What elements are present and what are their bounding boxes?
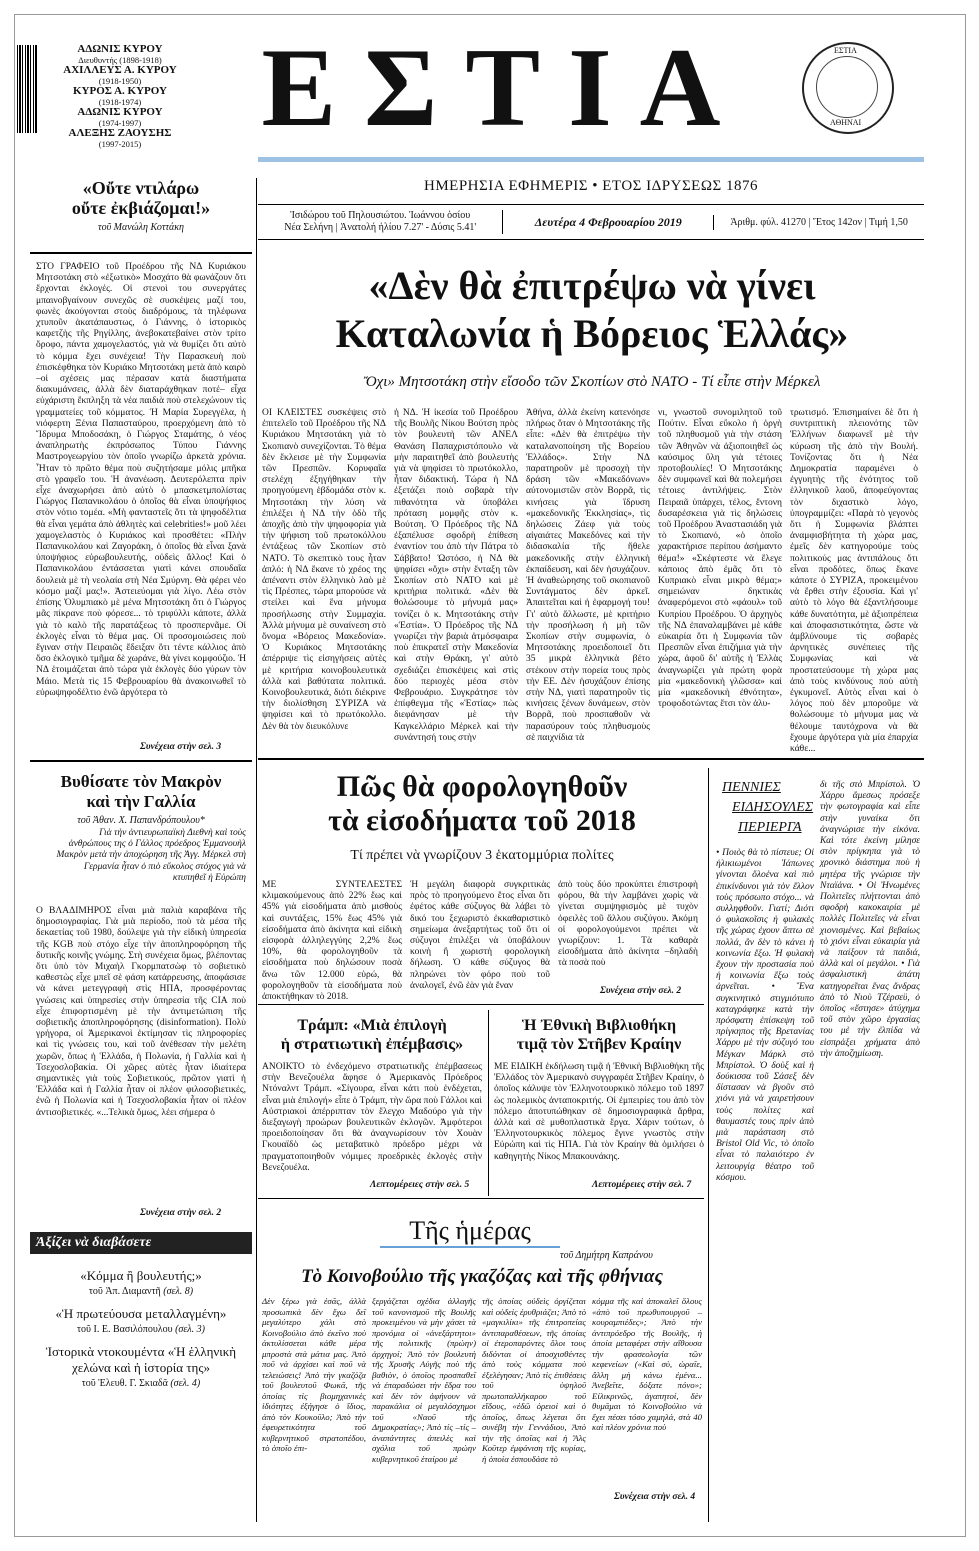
taxes-col-1: ΜΕ ΣΥΝΤΕΛΕΣΤΕΣ κλιμακούμενους ἀπὸ 22% ἕως καὶ 45% γιὰ εἰσοδήματα ἀπὸ μισθοὺς καὶ συντάξεις, 15% ἕως 45% γιὰ εἰσοδήματα ἀπὸ ἀκίνητα καὶ εἰδικὴ εἰσφορὰ ἀλληλεγγύης 2,2% ἕως 10%, θὰ φορολογηθοῦν τὰ εἰσοδήματα ποὺ δηλώσουν ποσὰ ἄνω τῶν 12.000 εὐρώ, θὰ φορολογηθοῦν τὰ εἰσοδήματα ποὺ ἀποκτήθηκαν τὸ 2018. bbox=[262, 880, 402, 1003]
day-continued: Συνέχεια στὴν σελ. 4 bbox=[614, 1492, 696, 1502]
opinion-title-1: «Οὔτε ντιλάρω οὔτε ἐκβιάζομαι!» bbox=[71, 178, 211, 218]
to-read-header: Ἀξίζει νὰ διαβάσετε bbox=[30, 1232, 252, 1254]
founder-1: ΑΔΩΝΙΣ ΚΥΡΟΥ Διευθυντής (1898-1918) bbox=[77, 43, 163, 65]
seal-logo: ΕΣΤΙΑ ΑΘΗΝΑΙ bbox=[802, 42, 894, 134]
founder-2: ΑΧΙΛΛΕΥΣ Α. ΚΥΡΟΥ (1918-1950) bbox=[63, 64, 177, 86]
trump-headline: Τράμπ: «Μιὰ ἐπιλογὴ ἡ στρατιωτικὴ ἐπέμβασις» bbox=[280, 1017, 464, 1053]
opinion-byline-1: τοῦ Μανώλη Κοττάκη bbox=[97, 222, 184, 233]
lead-col-1: ΟΙ ΚΛΕΙΣΤΕΣ συσκέψεις στὸ ἐπιτελεῖο τοῦ Προέδρου τῆς ΝΔ Κυριάκου Μητσοτάκη γιὰ τὸ Σκοπιανὸ συνεχίζονται. Τὸ θέμα δὲν ἔκλεισε μὲ τὴν Συμφωνία τῶν Πρεσπῶν. Κορυφαῖα στελέχη ἐξηγήθηκαν τὴν προηγούμενη ἑβδομάδα στὸν κ. Μητσοτάκη τὴν λύση νὰ ἐπιλέξει ἡ ΝΔ τὴν ὁδὸ τῆς ἀποχῆς ἀπὸ τὴν ψηφοφορία γιὰ τὴν ψήφιση τοῦ πρωτοκόλλου ἐντάξεως τῶν Σκοπίων στὸ ΝΑΤΟ. Τὸ σκεπτικὸ τους ἦταν ἁπλό: ἡ ΝΔ ἔκανε τὸ χρέος της ἀπέναντι στὸν ἑλληνικὸ λαὸ μὲ τὶς Πρέσπες, τώρα μπορούσε νὰ στείλει καὶ ἕνα μήνυμα προσήλωσης στὴν Συμμαχία. Ἀλλὰ μήνυμα μὲ συναίνεση στὸ ὄνομα «Βόρειος Μακεδονία». Ὁ Κυριάκος Μητσοτάκης ἀπέρριψε τὶς εἰσηγήσεις αὐτὲς μὲ κριτήρια κοινοβουλευτικὰ ἀλλὰ καὶ βαθύτατα πολιτικά. Κοινοβουλευτικά, διότι διέκρινε τὴν διολίσθηση ΣΥΡΙΖΑ νὰ ψηφίσει καὶ τὸ πρωτόκολλο. Δὲν θὰ τὸν διευκόλυνε bbox=[262, 408, 386, 732]
opinion-title-2: Βυθίσατε τὸν Μακρὸν καὶ τὴν Γαλλία bbox=[60, 772, 222, 811]
lead-col-2: ἡ ΝΔ. Ἡ ἱκεσία τοῦ Προέδρου τῆς Βουλῆς Νίκου Βούτση πρὸς τὸν βουλευτὴ τῶν ΑΝΕΛ Θανάση Παπαχριστόπουλο νὰ μὴν παραιτηθεῖ ἀπὸ βουλευτὴς γιὰ νὰ ψηφίσει τὸ πρωτόκολλο, ἦταν διδακτική. Τώρα ἡ ΝΔ ἐξετάζει ποιὸ σοβαρὰ τὴν πιθανότητα νὰ ὑποβάλει πρόταση μομφῆς στὸν κ. Βούτση. Ὁ Πρόεδρος τῆς ΝΔ ἐξαπέλυσε σφοδρὴ ἐπίθεση ἐναντίον του ἀπὸ τὴν Πάτρα τὸ Σάββατο! Ὡστόσο, ἡ ΝΔ θὰ ψηφίσει «ὄχι» στὴν ἔνταξη τῶν Σκοπίων στὸ ΝΑΤΟ καὶ μὲ κριτήρια πολιτικά. «Δὲν θὰ θολώσουμε τὸ μήνυμά μας» τονίζει ὁ κ. Μητσοτάκης στὴν «Ἑστία». Ὁ Πρόεδρος τῆς ΝΔ γνωρίζει τὴν βαριὰ ἀτμόσφαιρα ποὺ ἐπικρατεῖ στὴν Μακεδονία καὶ στὴν Θράκη, γι' αὐτὸ σχεδιάζει ἐπισκέψεις καὶ στὶς δύο περιοχὲς μέσα στὸν Φεβρουάριο. Συγκράτησε τὸν ἐπίφθεγμα τῆς «Ἑστίας» πὼς διεφάνησαν μὲ τὴν Καγκελλάριο Μέρκελ καὶ τὴν συνάντησή τους στὴν bbox=[394, 408, 518, 743]
day-col-1: Δὲν ξέρω γιὰ ἐσᾶς, ἀλλὰ προσωπικὰ δὲν ἔχω δεῖ μεγαλύτερο χάλι στὸ Κοινοβούλιο ἀπὸ ἐκεῖνο ποὺ ἀκτυλίσσεται κάθε μέρα μπροστὰ στὰ μάτια μας. Ἀπὸ ποῦ νὰ ἀρχίσει καὶ ποῦ νὰ τελειώσεις! Ἀπὸ τὴν γκαζόζα τοῦ βουλευτοῦ Φωκᾶ, τῆς ὁποίας τὶς βιομηχανικὲς ἰδιότητες ἐξήγησε ὁ ἴδιος, ἀπὸ τὸν Κουκοῦλο; Ἀπὸ τὴν ἐφευρετικότητα τοῦ κυβερνητικοῦ στρατοπέδου, τὸ ὁποῖο ἐπι- bbox=[262, 1296, 366, 1453]
founder-5: ΑΛΕΞΗΣ ΖΑΟΥΣΗΣ (1997-2015) bbox=[68, 127, 172, 149]
column-rule bbox=[256, 178, 257, 1522]
masthead-rule bbox=[258, 157, 924, 162]
to-read-item-2: «Ἡ πρωτεύουσα μεταλλαγμένη» τοῦ Ι. Ε. Βασιλόπουλου (σελ. 3) bbox=[55, 1306, 227, 1335]
taxes-headline: Πῶς θὰ φορολογηθοῦν τὰ εἰσοδήματα τοῦ 2018 bbox=[328, 770, 636, 837]
taxes-deck: Τί πρέπει νὰ γνωρίζουν 3 ἑκατομμύρια πολίτες bbox=[350, 848, 614, 863]
gossip-col-2: δι τῆς στὸ Μπρίστολ. Ὁ Χάρρυ ἄμεσως πρόσεξε τὴν φωτογραφία καὶ εἶπε στὴν γυναίκα ὅτι ἀναγνώρισε τὴν εἰκόνα. Καὶ τότε ἐκείνη μίλησε στὸν πρίγκηπα γιὰ τὸ χρονικὸ διάστημα ποὺ ἡ μητέρα τῆς γνώρισε τὴν Νταϊάνα. • Οἱ Ἠνωμένες Πολιτεῖες πλήττονται ἀπὸ σφοδρὴ κακοκαιρία μὲ πολλὲς Πολιτεῖες νὰ εἶναι χιονισμένες. Καὶ βεβαίως τὸ χιόνι εἶναι εὐκαιρία γιὰ νὰ παίξουν τὰ παιδιά, ἀλλὰ καὶ οἱ μεγάλοι. • Γιὰ ἀσφαλιστικὴ ἀπάτη κατηγορεῖται ἕνας ἄνδρας ἀπὸ τὸ Νιοὺ Τζέρσεϋ, ὁ ὁποῖος «ἔστησε» ἀτύχημα τοῦ στὸν χῶρο ἐργασίας του μὲ τὴν ἐλπίδα νὰ εἰσπράξει χρήματα ἀπὸ τὴν ἀποζημίωση. bbox=[820, 780, 920, 1059]
masthead-title: ΕΣΤΙΑ bbox=[261, 26, 749, 150]
gossip-label-3: ΠΕΡΙΕΡΓΑ bbox=[738, 820, 802, 835]
lead-col-4: νι, γνωστοῦ συνομιλητοῦ τοῦ Πούτιν. Εἶναι εὔκολο ἡ ὀργὴ τοῦ πληθυσμοῦ γιὰ τὴν στάση τῶν Ἀθηνῶν νὰ ἀξιοποιηθεῖ ὡς καύσιμος ὕλη γιὰ τέτοιες προτοβουλίες! Ὁ Μητσοτάκης δὲν συμφωνεῖ καὶ θὰ πολεμήσει τέτοιες ἀντιλήψεις. Στὸν Πειραιᾶ ὑπάρχει, τέλος, ἔντονη δυσαρέσκεια γιὰ τὶς δηλώσεις τοῦ Προέδρου Ἀναστασιάδη γιὰ τὸ Σκοπιανό, «ὁ ὁποῖο χαρακτήρισε περίπου ἀσήμαντο θέμα!» «Σκέφτεστε νὰ ἔλεγε κάποιος ἀπὸ ἐμᾶς ὅτι τὸ Κυπριακὸ εἶναι μικρὸ θέμα;» σημειώναν δηκτικὰς ἀναφερόμενοι στὸ «φάουλ» τοῦ Κυπρίου Προέδρου. Ὁ ἀρχηγὸς τῆς ΝΔ ἐπαναλαμβάνει μὲ κάθε εὐκαιρία ὅτι ἡ Συμφωνία τῶν Πρεσπῶν εἶναι ἐπιζήμια γιὰ τὴν χώρα, ἀφοῦ δι' αὐτῆς ἡ Ἑλλὰς ἀναγνωρίζει γιὰ πρώτη φορὰ μία «μακεδονικὴ γλῶσσα» καὶ μία «μακεδονικὴ ἐθνότητα», τροφοδοτώντας ἔτσι τὸν ἀλυ- bbox=[658, 408, 782, 710]
day-col-2: ξεργάζεται σχέδια ἀλλαγῆς τοῦ κανονισμοῦ τῆς Βουλῆς προκειμένου νὰ μὴν χάσει τὰ προνόμια οἱ «ἀνεξάρτητοι» τῆς πολιτικῆς (πρώην) ἀρχηγοί; Ἀπὸ τὸν βουλευτὴ τῆς Χρυσῆς Αὐγῆς ποὺ τῆς βαθιὸν, ὁ ὁποῖος προσπαθεῖ νὰ ἐπαραδώσει τὴν ἕδρα του καὶ δὲν τὸν ἀφήνουν νὰ παρακάλια οἱ μεγαλόσχημοι τοῦ «Ναοῦ τῆς Δημοκρατίας»; Ἀπὸ τίς –τίς –ἀναπάντητες ἀπειλὲς καὶ σχόλια τοῦ πρώην κυβερνητικοῦ ἑταίρου μὲ bbox=[372, 1296, 476, 1464]
taxes-continued: Συνέχεια στὴν σελ. 2 bbox=[600, 986, 682, 996]
taxes-col-3: ἀπὸ τοὺς δύο προκύπτει ἐπιστροφὴ φόρου, θὰ τὴν λαμβάνει χωρὶς νὰ γίνεται συμψηφισμὸς μὲ τυχὸν ὀφειλὲς τοῦ ἄλλου συζύγου. Ἀκόμη οἱ φορολογούμενοι πρέπει νὰ γνωρίζουν: 1. Τὰ καθαρὰ εἰσοδήματα ἀπὸ ἀκίνητα –δηλαδὴ τὰ ποσὰ ποὺ bbox=[558, 880, 698, 969]
to-read-item-3: Ἱστορικὰ ντοκουμέντα «Ἡ ἑλληνικὴ χελώνα καὶ ἡ ἱστορία της» τοῦ Ἐλευθ. Γ. Σκιαδᾶ (σελ. 4) bbox=[45, 1344, 237, 1389]
lead-col-5: τρωτισμό. Ἐπισημαίνει δὲ ὅτι ἡ συντριπτικὴ πλειονότης τῶν Ἑλλήνων διαφωνεῖ μὲ τὴν κύρωση τῆς ἀπὸ τὴν Βουλή. Τονίζοντας ὅτι ἡ Νέα Δημοκρατία παραμένει ὁ ἐγγυητὴς τῆς ἑνότητος τοῦ ἑλληνικοῦ λαοῦ, ἀποφεύγοντας τὸν διχαστικὸ λόγο, ὑπογραμμίζει: «Παρὰ τὸ γεγονὸς ὅτι ἡ Συμφωνία βλάπτει ἀναμφισβήτητα τὴ χώρα μας, ἐμεῖς δὲν κατηγορούμε τοὺς πολιτικούς μας ἀντιπάλους ὅτι εἶναι προδότες, ὅπως ἔκανε κάποτε ὁ ΣΥΡΙΖΑ, προκειμένου νὰ ἔρθει στὴν ἐξουσία. Καὶ γι' αὐτὸ τὸ λόγο θὰ ἐξαντλήσουμε κάθε δυνατότητα, μὲ ἀξιοπρέπεια καὶ ἀποφασιστικότητα, ὥστε νὰ ἀμβλύνουμε τὶς σοβαρὲς ἀρνητικὲς συνέπειες τῆς Συμφωνίας καὶ νὰ προστατεύσουμε τὴ χώρα μας ἀπὸ τοὺς κινδύνους ποὺ αὐτὴ ἐγκυμονεῖ. Αὐτὸς εἶναι καὶ ὁ λόγος ποὺ δὲν μποροῦμε νὰ θολώσουμε τὸ μήνυμα μας νὰ θέλουμε ταυτόχρονα νὰ θὰ ἔχουμε ἀργότερα γιὰ μία ἐπαρχία κάθε... bbox=[790, 408, 918, 755]
column-rule bbox=[708, 768, 709, 1522]
opinion-text-2: Ο ΒΛΑΔΙΜΗΡΟΣ εἶναι μιὰ παλιὰ καραβάνα τῆς δημοσιογραφίας. Γιὰ μιὰ περίοδο, ποὺ τὰ μέσα τῆς δεκαετίας τοῦ 1980, δούλεψε γιὰ τὴν εἰδικὴ ὑπηρεσία τῆς KGB ποὺ στόχο εἶχε τὴν ἀποπληροφόρηση τῆς δυτικῆς κοινῆς γνώμης. Στὴ συνέχεια ὅμως, βλέποντας ὅτι ὑπὸ τὸν Μιχαὴλ Γκορμπατσὼφ τὸ σοβιετικὸ καθεστὼς εἶχε μπεῖ σὲ φάση κατάρρευσης, ἀποφάσισε νὰ κάνει μετεγγραφὴ στὶς ΗΠΑ, προσφέροντας γνώσεις καὶ ὑπηρεσίες στὴν ὑπηρεσία τῆς CIA ποὺ εἶχε ἐπιφορτισμένη μὲ τὴν ἀντιμετώπιση τῆς σοβιετικῆς ἀποπληροφόρησης (disinformation). Πολὺ γρήγορα, οἱ Ἀμερικανοὶ ἐκτίμησαν τὶς πληροφορίες καὶ τὶς γνώσεις του, καὶ τοῦ ἀνέθεσαν τὴν μελέτη χωρῶν, ὅπως ἡ Ἑλλάδα, ἡ Πολωνία, ἡ Γαλλία καὶ ἡ Τσεχοσλοβακία. Οἱ χῶρες αὐτὲς ἦταν ἰδιαίτερα σημαντικὲς γιὰ τοὺς Σοβιετικούς, πρῶτον γιατὶ ἡ Ἑλλάδα καὶ ἡ Γαλλία ἦταν οἱ πλέον φιλοσοβιετικές, ἐνῶ ἡ Πολωνία καὶ ἡ Τσεχοσλοβακία ἦταν οἱ πλέον ἀντισοβιετικές. «...Τελικὰ ὅμως, λέει σήμερα ὁ bbox=[36, 906, 246, 1118]
day-col-4: κόμμα τῆς καὶ ἀποκαλεῖ ὅλους «ἀπὸ τοῦ πρωθυπουργοῦ –κουραμπιέδες»; Ἀπὸ τὴν ἀντιπρόεδρο τῆς Βουλῆς, ἡ ὁποία μεταφέρει στὴν αἴθουσα τὴν φρασεολογία τῶν κεφενείων («Καὶ σὺ, ὡραῖε, ἄλλη μὴ κάνω ἐμένα... Ἀνεβεῖτε, δόξατε πόνο»; Εἰλικρινῶς, ἀγαπητοί, δὲν θυμᾶμαι τὸ Κοινοβούλιο νὰ ἔχει πέσει τόσο χαμηλά, στὰ 40 καὶ πλέον χρόνια ποὺ bbox=[592, 1296, 702, 1432]
opinion-intro-2: Γιὰ τὴν ἀντιευρωπαϊκὴ Διεθνὴ καὶ τοὺς ἀνθρώπους της ὁ Γάλλος πρόεδρος Ἐμμανουὴλ Μακρὸν μετὰ τὴν ἀποχώρηση τῆς Ἀγγ. Μέρκελ στὴ Γερμανία ἦταν ὁ πιὸ εὔκολος στόχος γιὰ νὰ κτυπηθεῖ ἡ Εὐρώπη bbox=[56, 828, 246, 883]
continued-2: Συνέχεια στὴν σελ. 2 bbox=[140, 1208, 222, 1218]
barcode bbox=[17, 45, 37, 133]
taxes-col-2: Ἡ μεγάλη διαφορὰ συγκριτικὰς πρὸς τὸ προηγούμενο ἔτος εἶναι ὅτι ἐφέτος κάθε σύζυγος θὰ λάβει τὸ δικό του ξεχωριστὸ ἐκκαθαριστικὸ σημείωμα ἀνεξαρτήτως τοῦ ὅτι οἱ σύζυγοι ἐπιλέξει νὰ ὑποβάλουν κοινὴ ἢ χωριστὴ φορολογικὴ δήλωση. Ὁ κάθε σύζυγος θὰ πληρώνει τὸν φόρο ποὺ τοῦ ἀναλογεῖ, ἐνῶ ἐὰν γιὰ ἕναν bbox=[410, 880, 550, 991]
founder-3: ΚΥΡΟΣ Α. ΚΥΡΟΥ (1918-1974) bbox=[73, 85, 167, 107]
saints-info: Ἰσιδώρου τοῦ Πηλουσιώτου. Ἰωάννου ὁσίου Νέα Σελήνη | Ἀνατολή ἡλίου 7.27' - Δύσις 5.41' bbox=[258, 210, 503, 234]
masthead-subtitle: ΗΜΕΡΗΣΙΑ ΕΦΗΜΕΡΙΣ • ΕΤΟΣ ΙΔΡΥΣΕΩΣ 1876 bbox=[424, 178, 758, 194]
gossip-col-1: • Ποιὸς θὰ τὸ πίστευε; Οἱ ἡλικιωμένοι Ἰάπωνες γίνονται ὅλοένα καὶ πιὸ ἐπικίνδυνοι γιὰ τὸν ἔλλον τοὺς πρόσωπο στόχο... νὰ συλληφθοῦν. Γιατί; Διότι ὁ φυλακοῖσις ἡ φυλακὲς τῆς χώρας ἐχουν ἄπτω σὲ πολλά, ἂν δὲν τὸ κάνει ἡ κοινωνία ἔξω. Ἡ φυλακὴ ἔχουν τὴν προστασία ποὺ ἡ κοινωνία ἔξω τοὺς ἀρνεῖται. • Ἕνα συγκινητικὸ στιγμιότυπο καταγράφηκε κατὰ τὴν πρόσφατη ἐπίσκεψη τοῦ πρίγκηπος τῆς Βρετανίας Χάρρυ μὲ τὴν σύζυγό του Μέγκαν Μάρκλ στὸ Μπρίστολ. Ὁ δοὺξ καὶ ἡ δούκισσα τοῦ Σάσεξ δὲν δίστασαν νὰ βγοῦν στὸ χιόνι γιὰ νὰ χαιρετήσουν τοὺς πολίτες καὶ θαυμαστές τους πρὶν ἀπὸ μιὰ παράσταση στὸ Bristol Old Vic, τὸ ὁποῖο εἶναι τὸ παλαιότερο ἐν λειτουργίᾳ θέατρο τοῦ κόσμου. bbox=[716, 848, 814, 1183]
lead-headline: «Δὲν θὰ ἐπιτρέψω νὰ γίνει Καταλωνία ἡ Βόρειος Ἑλλάς» bbox=[335, 263, 849, 356]
day-col-3: τῆς ὁποίας οὐδεὶς ὀργίζεται καὶ οὐδεὶς ἐρυθριάζει; Ἀπὸ τὸ «μαγκιλίκι» τῆς ἐπιτροπείας ἀντιπαραθέσεων, τῆς ὁποίας οἱ ἐτεροπαρόντες ὅλοι τους διδόνται οἱ ἀποσχισθέντες ἀπὸ τοὺς κόμματα ποὺ ἐξελέγησαν; Ἀπὸ τὶς ἐπιθέσεις τοῦ ὑψηλοῦ πρωτοπαλλήκαρου τοῦ εἴδους, «ἐδῶ ὀρειοὶ καὶ ὁ ὁποῖος, ὅπως λέγεται ὅτι συνέβη τὴν Γεννάδιου, Ἀπὸ τὴν τῆς ὁποῖας καὶ ἡ Ἄλς Κοῦτερ ἐμφάνιση τῆς κυρίας, ἡ ὁποία ἐσπουδάσε τὸ bbox=[482, 1296, 586, 1464]
divider bbox=[30, 760, 252, 762]
trump-text: ΑΝΟΙΚΤΟ τὸ ἐνδεχόμενο στρατιωτικῆς ἐπέμβασεως στὴν Βενεζουέλα ἄφησε ὁ Ἀμερικανὸς Πρόεδρος Ντόναλντ Τράμπ. «Σίγουρα, εἶναι κάτι ποὺ ἐνδέχεται, εἶναι μιὰ ἐπιλογή» εἶπε ὁ Τράμπ, τὴν ὥρα ποὺ Γάλλοι καὶ Αὐστριακοὶ ἀπέρριπταν τὸν ἔλεγχο Μαδούρο γιὰ τὴν διεξαγωγὴ προώρων βουλευτικῶν ἐκλογῶν. Ἀμφότεροι προειδοποίησαν ὅτι θὰ ἀναγνωρίσουν τὸν Χουὰν Γκουαϊδὸ ὡς μεταβατικὸ πρόεδρο μέχρι νὰ πραγματοποιηθοῦν νόμιμες προεδρικὲς ἐκλογὲς στὴν Βενεζουέλα. bbox=[262, 1062, 482, 1173]
library-headline: Ἡ Ἐθνικὴ Βιβλιοθήκη τιμᾷ τὸν Στῆβεν Κραίην bbox=[516, 1017, 682, 1053]
opinion-text-1: ΣΤΟ ΓΡΑΦΕΙΟ τοῦ Προέδρου τῆς ΝΔ Κυριάκου Μητσοτάκη στὸ «ἐξωτικὸ» Μοσχάτο θὰ φωνάζουν ὅτι ἔρχονται ἐκλογές. Οἱ στενοὶ του συνεργάτες μπαινοβγαίνουν συνεχῶς σὲ συσκέψεις μαζί του, φωνὲς ἀκούγονται στοὺς διαδρόμους, τὰ τηλέφωνα χτυποῦν ἀκατάπαυστως, ὁ Γιάννης, ὁ ἱστορικὸς καφετζὴς τῆς Ρηγίλλης, ἀνεβοκατεβαίνει στὸν τρίτο ὄροφο, πάντα χαμογελαστός, γιὰ νὰ θυμίζει ὅτι αὐτὸ τὸ κόμμα ἔχει συνέχεια! Τὴν Παρασκευὴ ποὺ ἐπισκέφθηκα τὸν Κυριάκο Μητσοτάκη μετὰ ἀπὸ καιρὸ –οἱ σχέσεις μας πέρασαν κατὰ διαστήματα διακυμάνσεις, ἀλλὰ δὲν διαταράχθηκαν ποτέ– εἶχα εὐχάριστη ἔκπληξη τὰ νέα παιδιὰ ποὺ στελεχώνουν τὶς γραμματείες τοῦ κόμματος. Ἡ Μαρία Συρεγγέλα, ἡ νιόφερτη Ξένια Παπασταύρου, προερχόμενη ἀπὸ τὸ Ἵδρυμα Μποδοσάκη, ὁ Γιώργος Σταμάτης, ὁ νέος ἀναπληρωτὴς ἐκπρόσωπος Τύπου Γιάννης Μαστρογεωργίου τὸν ὁποῖο γνωρίζω ἀρκετὰ χρόνια. Ἦταν τὸ πρῶτο θέμα ποὺ συζητήσαμε μόλις μπῆκα στὸ γραφεῖο του. Ἡ ἀνανέωση. Δευτερόλεπτα πρὶν εἶχε ἀναχωρήσει ἀπὸ αὐτὸ ὁ μπασκετμπολίστας Γιώργος Παπανικολάου ὁ ὁποῖος θὰ εἶναι ὑποψήφιος στὸν νότιο τομέα. «Μὴ φανταστεῖς ὅτι τὰ ψηφοδέλτια θὰ εἶναι γεμάτα ἀπὸ ἀθλητὲς καὶ celebrities!» μοῦ λέει χαμογελαστὸς ὁ Κυριάκος καὶ προσθέτει: «Πλὴν Παπανικολάου καὶ Ζαγοράκη, ὁ ὁποῖος θὰ εἶναι ξανὰ ὑποψήφιος εὐρωβουλευτής, οὐδεὶς ἄλλος! Καὶ ὁ Παπανικολάου ἐντάσσεται γιατὶ κάνει σπουδαῖα δουλειὰ μὲ τὴ νεολαία στὴ Νέα Σμύρνη. Θὰ φέρει νέο κόσμο μαζί μας!». Ἀστειεύομαι γιὰ λίγο. Λέω στὸν ἐπίσης Ὀλυμπιακὸ μὲ μένα Μητσοτάκη ὅτι ὁ Γιώργος μᾶς πίκρανε ποὺ φόρεσε... τὸ τριφύλλι κάποτε, ἀλλὰ γιὰ τὸ καλὸ τῆς παρατάξεως τὸ προσπερνᾶμε. Οἱ ἐκλογὲς εἶναι τὸ θέμα μας. Οἱ προσομοιώσεις ποὺ ἔγιναν στὴν Πειραιῶς ἔδειξαν ὅτι τέντε κάλλιος ἀπὸ ὅσο ἐκλογικὸ τμῆμα δὲ χωράνε, θὰ γίνει κομφούζιο. Ἡ ΝΔ ἑτοιμάζεται ἀπὸ τώρα γιὰ ἐκλογὲς δύο γύρων τὸν Μάιο. Μετὰ τὶς 15 Φεβρουαρίου θὰ ἀνακοινωθεῖ τὸ εὐρωψηφοδέλτιο ἐνῶ ἀργότερα τὸ bbox=[36, 262, 246, 698]
divider bbox=[258, 1198, 704, 1199]
opinion-box-2 bbox=[30, 772, 252, 826]
opinion-box-1 bbox=[30, 178, 252, 254]
info-bar bbox=[258, 204, 924, 240]
founder-4: ΑΔΩΝΙΣ ΚΥΡΟΥ (1974-1997) bbox=[77, 106, 163, 128]
lead-deck: Ὄχι» Μητσοτάκη στὴν εἴσοδο τῶν Σκοπίων στὸ ΝΑΤΟ - Τί εἶπε στὴν Μέρκελ bbox=[363, 374, 821, 390]
lead-col-3: Ἀθήνα, ἀλλὰ ἐκείνη κατενόησε πλήρως ὅταν ὁ Μητσοτάκης τῆς εἶπε: «Δὲν θὰ ἐπιτρέψω τὴν καταλανοποίηση τῆς Βορείου Ἑλλάδος». Στὴν ΝΔ παρατηροῦν μὲ προσοχὴ τὴν δράση τῶν «Μακεδόνων» αὐτονομιστῶν στὸν Βορρᾶ, τὶς κινήσεις γιὰ ἵδρυση «μακεδονικῆς Ἐκκλησίας», τὶς δηλώσεις Ζάεφ γιὰ τοὺς αἰγαιάτες Μακεδόνες καὶ τὴν διδασκαλία τῆς ἤθελε μακεδονικῆς στὴν ἑλληνικὴ ἐκπαίδευση, καὶ δὲν ἡσυχάζουν. Ἡ ἀναθεώρησης τοῦ σκοπιανοῦ Συντάγματος δὲν ἀρκεῖ. Ἀπαιτεῖται καὶ ἡ ἐφαρμογή του! Γι' αὐτὸ ἄλλωστε, μὲ κριτήριο τὴν προσήλωση ἡ μὴ τῶν Σκοπίων στὴν συμφωνία, ὁ Μητσοτάκης προειδοποιεῖ ὅτι 35 μικρὰ ἑλληνικὰ βέτο στέκουν στὴν πορεία τους πρὸς τὴν ΕΕ. Δὲν ἡσυχάζουν ἐπίσης στὴν ΝΔ, γιατὶ παρατηροῦν τὶς κινήσεις ξένων δυνάμεων, στὸν Βορρᾶ, ποὺ προσπαθοῦν νὰ παρασύρουν τοὺς πληθυσμοὺς σὲ παιχνίδια τὰ bbox=[526, 408, 650, 743]
to-read-item-1: «Κόμμα ἢ βουλευτής;» τοῦ Ἀπ. Διαμαντῆ (σελ. 8) bbox=[80, 1268, 202, 1297]
gossip-label-1: ΠΕΝΝΙΕΣ bbox=[722, 780, 781, 795]
to-read-box bbox=[30, 1232, 252, 1522]
opinion-byline-2: τοῦ Ἀθαν. Χ. Παπανδρόπουλου* bbox=[77, 815, 205, 826]
library-text: ΜΕ ΕΙΔΙΚΗ ἐκδήλωση τιμᾷ ἡ Ἐθνικὴ Βιβλιοθήκη τῆς Ἑλλάδος τὸν Ἀμερικανὸ συγγραφέα Στῆβεν Κραίην, ὁ ὁποῖος κάλυψε τὸν Ἑλληνοτουρκικὸ πόλεμο τοῦ 1897 ὡς πολεμικὸς ἀνταποκριτής. Οἱ ἐμπειρίες του ἀπὸ τὸν πόλεμο ἀποτυπώθηκαν σὲ δημοσιογραφικὰ ἄρθρα, ἀλλὰ καὶ σὲ μυθοπλαστικὰ ἔργα. Χάριν τούτων, ὁ Ἑλληνοτουρκικὸς πόλεμος ἔγινε γνωστὸς στὴν Εὐρώπη καὶ τὶς ΗΠΑ. Γιὰ τὸν Κραίην θὰ ὁμιλήσει ὁ καθηγητὴς Νίκος Μπακουνάκης. bbox=[494, 1062, 704, 1162]
trump-continued: Λεπτομέρειες στὴν σελ. 5 bbox=[370, 1180, 470, 1190]
day-byline: τοῦ Δημήτρη Καπράνου bbox=[560, 1250, 653, 1261]
founders-list bbox=[40, 44, 200, 149]
continued-1: Συνέχεια στὴν σελ. 3 bbox=[140, 742, 222, 752]
divider bbox=[258, 1004, 704, 1005]
column-rule bbox=[488, 1010, 489, 1196]
day-rubric: Τῆς ἡμέρας bbox=[380, 1216, 560, 1248]
day-title: Τὸ Κοινοβούλιο τῆς γκαζόζας καὶ τῆς φθήνιας bbox=[301, 1266, 663, 1287]
divider bbox=[258, 758, 924, 760]
issue-date: Δευτέρα 4 Φεβρουαρίου 2019 bbox=[503, 215, 714, 230]
gossip-label-2: ΕΙΔΗΣΟΥΛΕΣ bbox=[732, 800, 814, 815]
issue-number: Ἀριθμ. φύλ. 41270 | Ἔτος 142ον | Τιμή 1,50 bbox=[730, 216, 908, 228]
library-continued: Λεπτομέρειες στὴν σελ. 7 bbox=[592, 1180, 692, 1190]
